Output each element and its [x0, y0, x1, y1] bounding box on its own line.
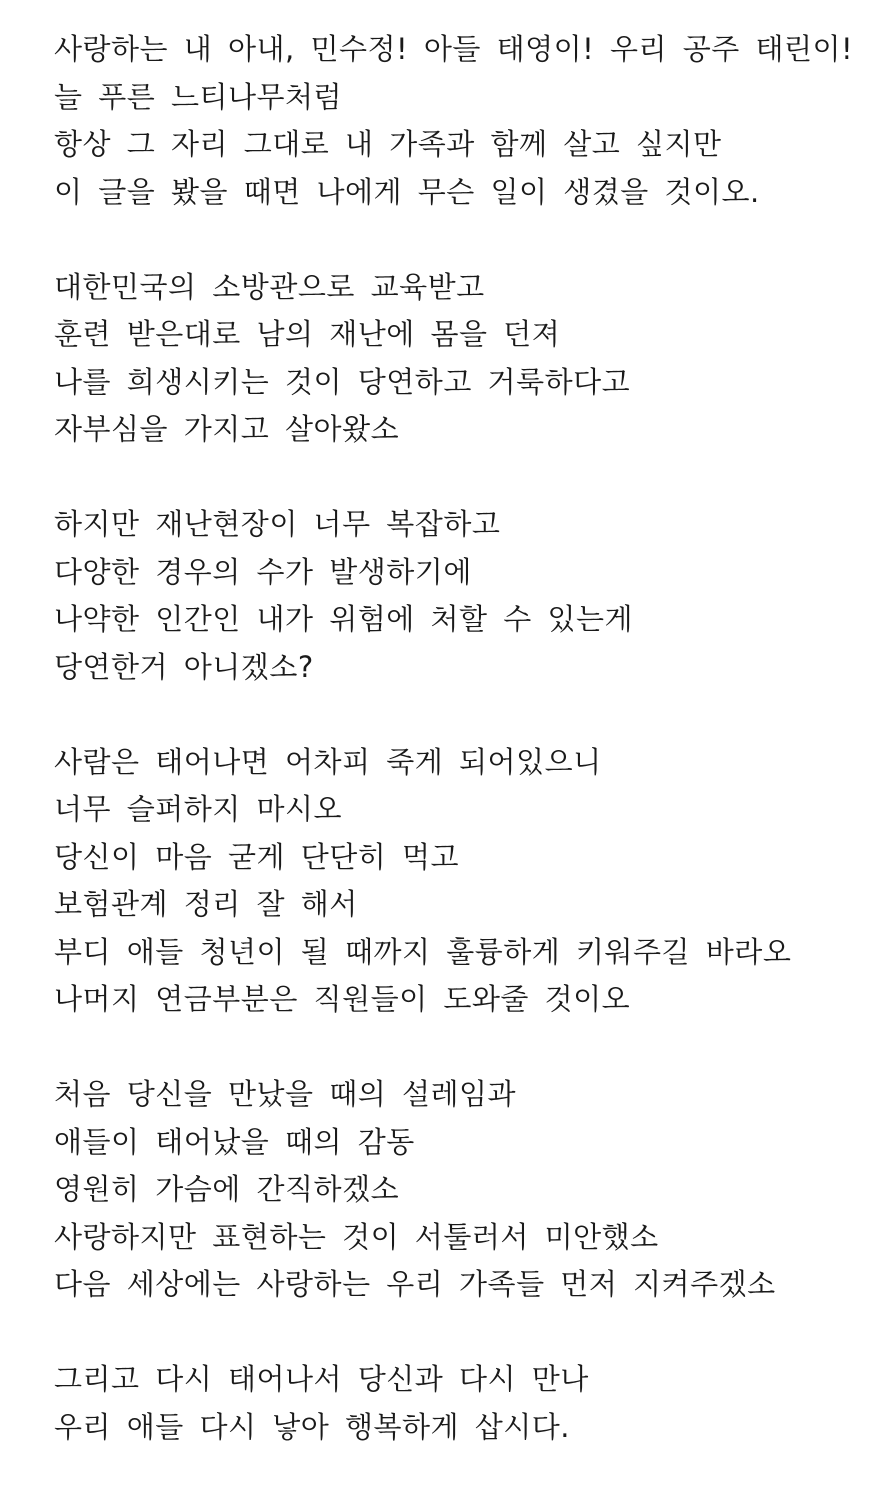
stanza-6	[54, 1356, 854, 1451]
text-line: 하지만 재난현장이 너무 복잡하고	[54, 507, 501, 541]
stanza-1	[54, 26, 854, 216]
text-line: 나를 희생시키는 것이 당연하고 거룩하다고	[54, 364, 631, 399]
text-line: 늘 푸른 느티나무처럼	[54, 79, 343, 114]
text-line: 사람은 태어나면 어차피 죽게 되어있으니	[54, 744, 602, 779]
text-line: 다음 세상에는 사랑하는 우리 가족들 먼저 지켜주겠소	[54, 1267, 776, 1301]
text-line: 우리 애들 다시 낳아 행복하게 삽시다.	[54, 1409, 571, 1444]
text-line: 영원히 가슴에 간직하겠소	[54, 1172, 400, 1206]
letter-body	[54, 26, 854, 1451]
text-line: 사랑하는 내 아내, 민수정! 아들 태영이! 우리 공주 태린이!	[54, 32, 854, 66]
text-line: 애들이 태어났을 때의 감동	[54, 1124, 415, 1159]
text-line: 나약한 인간인 내가 위험에 처할 수 있는게	[54, 602, 634, 636]
text-line: 처음 당신을 만났을 때의 설레임과	[54, 1077, 517, 1111]
text-line: 당연한거 아니겠소?	[54, 649, 314, 684]
text-line: 그리고 다시 태어나서 당신과 다시 만나	[54, 1362, 589, 1396]
text-line: 훈련 받은대로 남의 재난에 몸을 던져	[54, 317, 561, 351]
text-line: 나머지 연금부분은 직원들이 도와줄 것이오	[54, 982, 631, 1016]
text-line: 항상 그 자리 그대로 내 가족과 함께 살고 싶지만	[54, 127, 722, 161]
text-line: 대한민국의 소방관으로 교육받고	[54, 269, 485, 304]
stanza-5	[54, 1071, 854, 1309]
text-line: 너무 슬퍼하지 마시오	[54, 792, 343, 826]
text-line: 사랑하지만 표현하는 것이 서툴러서 미안했소	[54, 1219, 659, 1254]
text-line: 당신이 마음 굳게 단단히 먹고	[54, 839, 460, 874]
text-line: 다양한 경우의 수가 발생하기에	[54, 554, 472, 589]
stanza-2	[54, 264, 854, 454]
text-line: 자부심을 가지고 살아왔소	[54, 412, 400, 446]
text-line: 이 글을 봤을 때면 나에게 무슨 일이 생겼을 것이오.	[54, 174, 760, 209]
text-line: 보험관계 정리 잘 해서	[54, 887, 358, 921]
stanza-3	[54, 501, 854, 691]
text-line: 부디 애들 청년이 될 때까지 훌륭하게 키워주길 바라오	[54, 934, 792, 969]
stanza-4	[54, 739, 854, 1024]
